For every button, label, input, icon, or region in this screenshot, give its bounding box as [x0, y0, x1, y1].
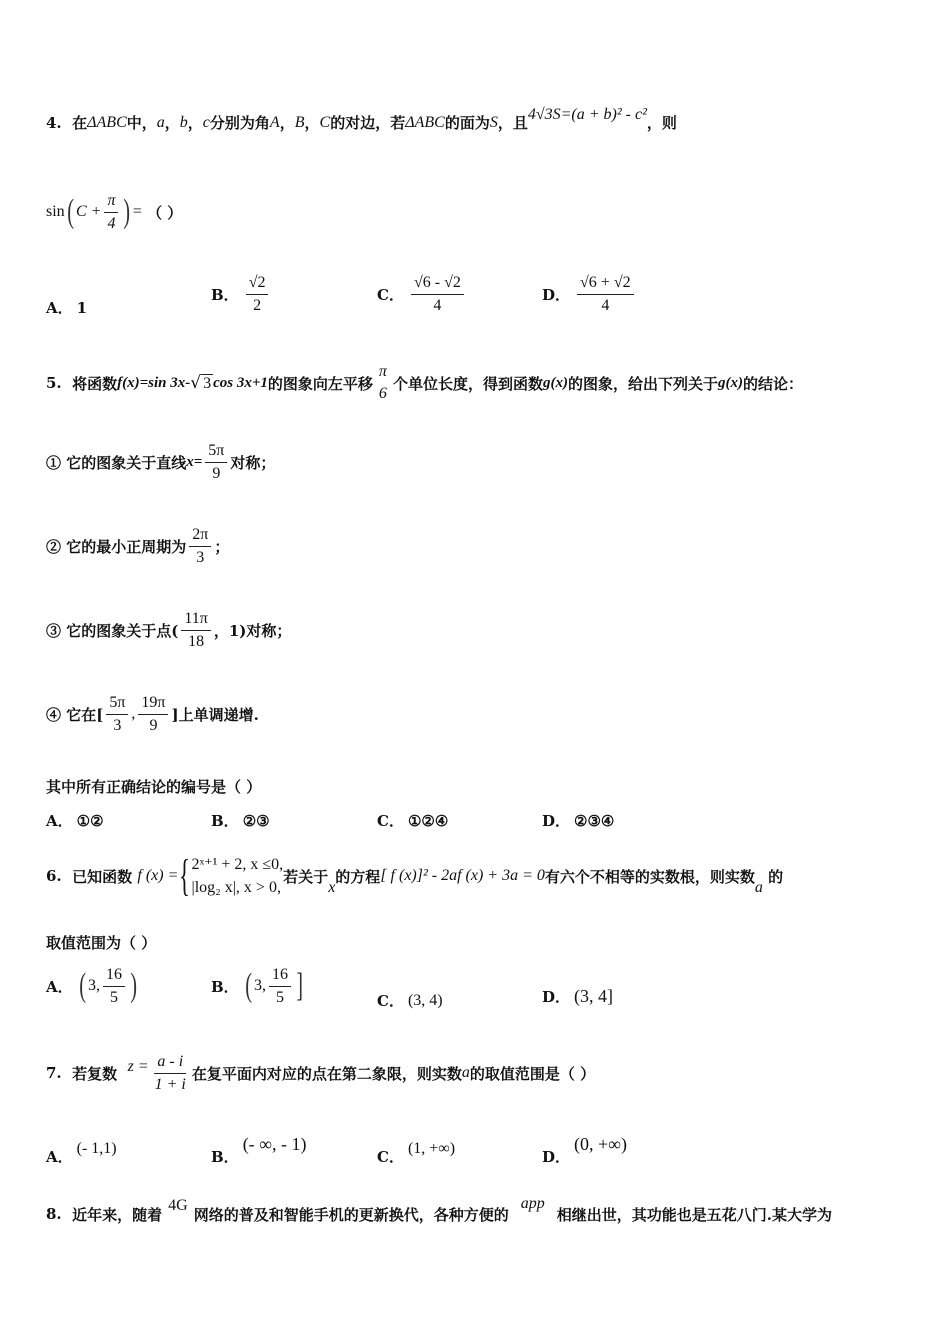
- q6-equation: [ f (x)]² - 2af (x) + 3a = 0: [380, 867, 545, 884]
- q7-option-d[interactable]: D． (0, +∞): [542, 1134, 627, 1166]
- q5-statement-3: ③ 它的图象关于点( $\frac{11\pi}{18}$ ，1)对称；: [46, 609, 292, 650]
- q4-condition-left: 4√3S: [527, 105, 561, 123]
- q6-line1: 6. 已知函数 f (x) = { 2ˣ⁺¹ + 2, x ≤0, |log₂ x|, x > 0, 若关于 x 的方程 [ f (x)]² - 2af (x) + 3a = 0 有六个不相等的实数根，则实数 a 的: [46, 851, 784, 900]
- q4-option-c[interactable]: C． $\frac{√6 - √2}{4}$: [377, 274, 467, 314]
- q7-option-c[interactable]: C． (1, +∞): [377, 1139, 456, 1166]
- q6-line2: 取值范围为（ ）: [46, 934, 157, 952]
- q4-option-d[interactable]: D． $\frac{√6 + √2}{4}$: [542, 274, 637, 314]
- q4-pi-over-4: $\frac{\pi}{4}$: [104, 192, 118, 232]
- q5-statement-2: ② 它的最小正周期为 $\frac{2\pi}{3}$ ；: [46, 525, 230, 566]
- q4-line1: 4. 在 ΔABC 中， a ， b ， c 分别为角 A ， B ， C 的对边，若 ΔABC 的面为 S ，且 4√3S =(a + b)² - c² ，则: [46, 105, 677, 132]
- q7-z-fraction: $\frac{a - i}{1 + i}$: [154, 1052, 186, 1093]
- q7-option-a[interactable]: A． (- 1,1): [46, 1139, 117, 1166]
- q5-line1: 5. 将函数 f(x)=sin 3x- √ 3 cos 3x+1 的图象向左平移 π 6 个单位长度，得到函数 g(x) 的图象，给出下列关于 g(x) 的结论：: [46, 363, 803, 402]
- q5-option-b[interactable]: B． ②③: [211, 811, 270, 830]
- q5-option-a[interactable]: A． ①②: [46, 811, 104, 830]
- q6-option-a[interactable]: A． ( 3, $\frac{16}{5}$ ): [46, 966, 138, 1006]
- q6-option-c[interactable]: C． (3, 4): [377, 991, 443, 1010]
- q5-statement-4: ④ 它在[ $\frac{5\pi}{3}$ , $\frac{19\pi}{9}$ ]上单调递增.: [46, 693, 259, 734]
- q4-option-a[interactable]: A． 1: [46, 298, 88, 317]
- q7-line1: 7. 若复数 z = $\frac{a - i}{1 + i}$ 在复平面内对应的点在第二象限，则实数 a 的取值范围是（ ）: [46, 1052, 596, 1093]
- q4-option-b[interactable]: B． $\frac{√2}{2}$: [211, 274, 271, 314]
- q5-question: 其中所有正确结论的编号是（ ）: [46, 778, 262, 796]
- q6-piecewise: 2ˣ⁺¹ + 2, x ≤0, |log₂ x|, x > 0,: [191, 855, 284, 896]
- q6-option-b[interactable]: B． ( 3, $\frac{16}{5}$ ]: [211, 966, 304, 1006]
- q4-condition-right: =(a + b)² - c²: [560, 105, 647, 123]
- q5-option-d[interactable]: D． ②③④: [542, 811, 615, 830]
- q4-line2: sin ( C + $\frac{\pi}{4}$ ) = （ ）: [46, 191, 183, 232]
- q6-option-d[interactable]: D． (3, 4]: [542, 986, 614, 1006]
- q7-option-b[interactable]: B． (- ∞, - 1): [211, 1134, 307, 1166]
- q8-line1: 8. 近年来，随着 4G 网络的普及和智能手机的更新换代，各种方便的 app 相继出世，其功能也是五花八门.某大学为: [46, 1195, 832, 1224]
- q5-option-c[interactable]: C． ①②④: [377, 811, 449, 830]
- q5-statement-1: ① 它的图象关于直线 x= $\frac{5\pi}{9}$ 对称；: [46, 441, 276, 482]
